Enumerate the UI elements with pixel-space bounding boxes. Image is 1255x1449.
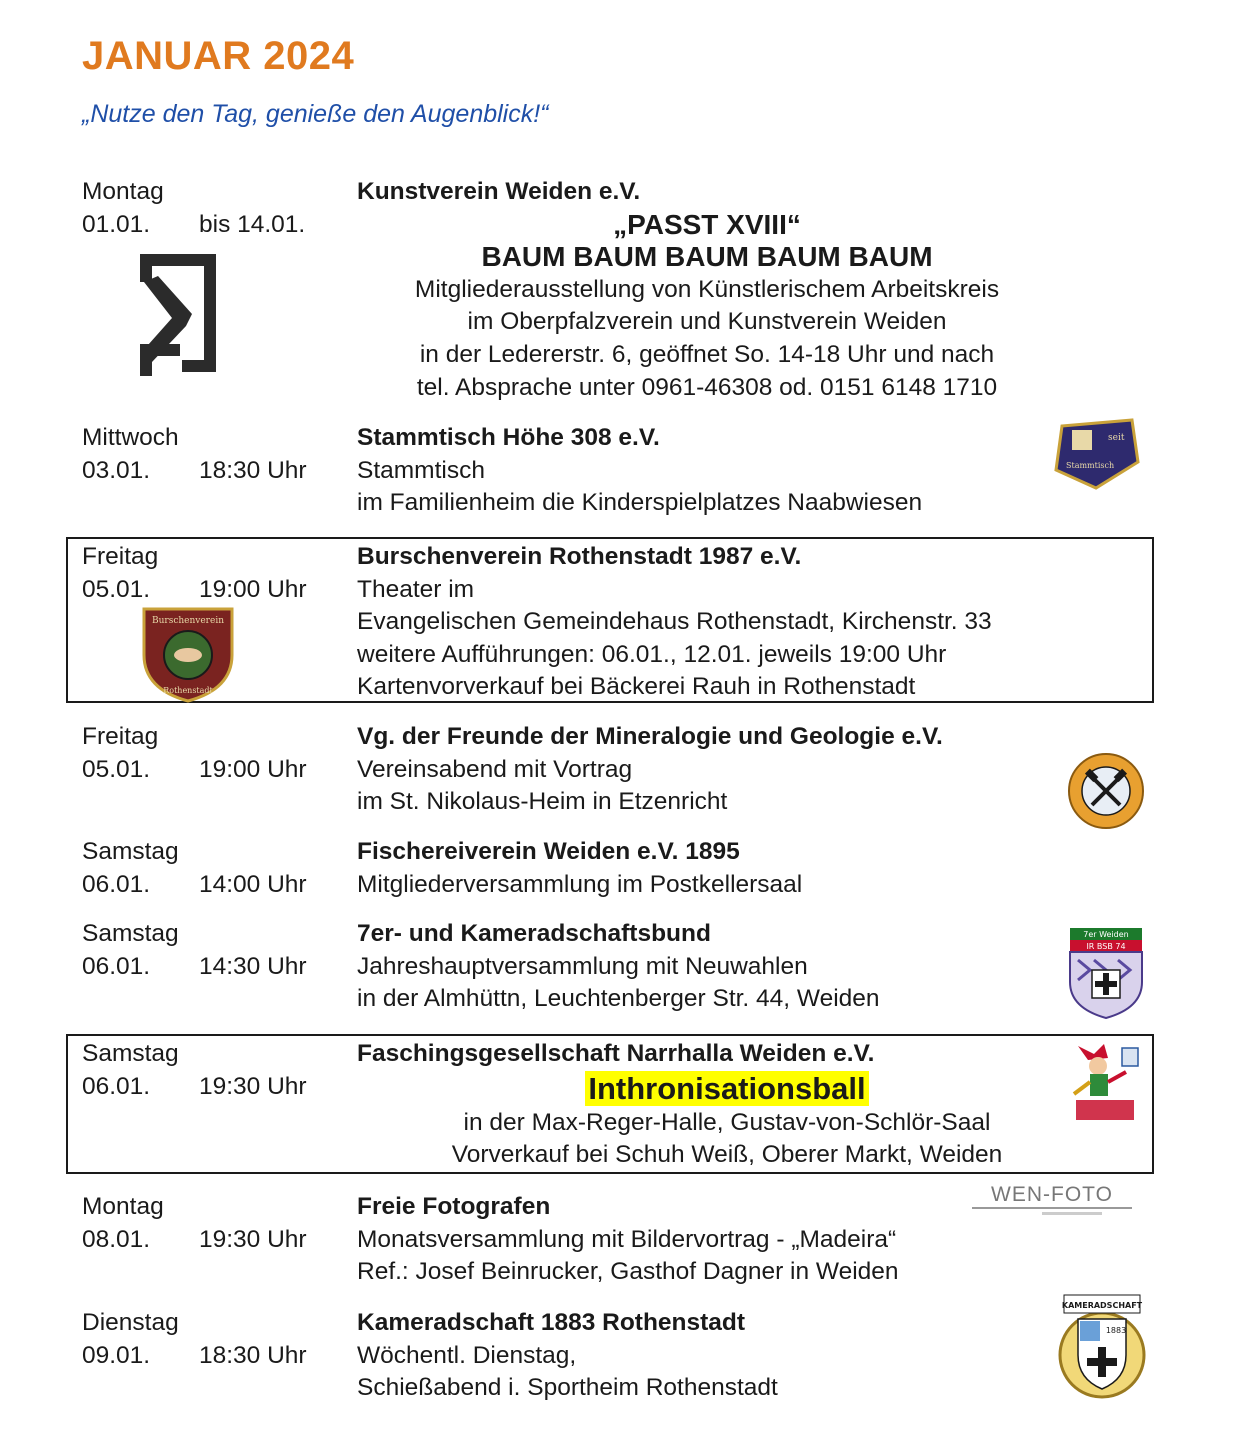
event-day: Montag xyxy=(82,178,164,205)
kunstverein-logo-icon xyxy=(136,254,220,376)
event-organizer: Kameradschaft 1883 Rothenstadt xyxy=(357,1309,746,1336)
svg-text:Stammtisch: Stammtisch xyxy=(1066,461,1115,470)
event-day: Mittwoch xyxy=(82,424,179,451)
event-line: im Oberpfalzverein und Kunstverein Weiden xyxy=(467,308,947,336)
event-line: Stammtisch xyxy=(357,456,485,484)
event-content xyxy=(357,541,1057,704)
event-mineralogie xyxy=(82,721,1142,821)
event-line: Ref.: Josef Beinrucker, Gasthof Dagner in Weiden xyxy=(357,1258,899,1286)
event-kunstverein xyxy=(82,176,1142,406)
event-highlight: Inthronisationsball xyxy=(585,1071,868,1106)
mineralogie-hammer-icon xyxy=(1066,751,1146,831)
event-content xyxy=(357,1038,1097,1172)
event-day: Samstag xyxy=(82,920,179,947)
event-content xyxy=(357,1307,1057,1405)
event-line: Mitgliederversammlung im Postkellersaal xyxy=(357,870,803,898)
event-date: 01.01. xyxy=(82,210,151,238)
narrhalla-jester-icon xyxy=(1068,1042,1142,1126)
event-date: 06.01. xyxy=(82,1072,151,1100)
wen-foto-underline xyxy=(1042,1212,1102,1215)
badge-year: 1883 xyxy=(1105,1326,1127,1335)
event-line: weitere Aufführungen: 06.01., 12.01. jeweils 19:00 Uhr xyxy=(357,640,947,668)
event-content xyxy=(357,1191,1057,1289)
event-line: BAUM BAUM BAUM BAUM BAUM xyxy=(481,241,933,273)
event-line: Evangelischen Gemeindehaus Rothenstadt, Kirchenstr. 33 xyxy=(357,608,992,636)
crest-text-2: Rothenstadt xyxy=(163,686,213,695)
badge-text: KAMERADSCHAFT xyxy=(1061,1301,1143,1310)
event-organizer: Burschenverein Rothenstadt 1987 e.V. xyxy=(357,543,802,570)
event-content xyxy=(357,836,1057,901)
event-organizer: Kunstverein Weiden e.V. xyxy=(357,178,641,205)
event-organizer: 7er- und Kameradschaftsbund xyxy=(357,920,711,947)
event-line: Wöchentl. Dienstag, xyxy=(357,1341,577,1369)
event-organizer: Fischereiverein Weiden e.V. 1895 xyxy=(357,838,740,865)
event-fischereiverein xyxy=(82,836,1142,904)
event-line: „PASST XVIII“ xyxy=(613,208,801,240)
event-date: 09.01. xyxy=(82,1341,151,1369)
stammtisch-badge-icon xyxy=(1052,416,1142,492)
event-time: 14:00 Uhr xyxy=(199,870,307,898)
burschenverein-crest-icon xyxy=(140,605,236,703)
crest-text: Burschenverein xyxy=(151,616,225,626)
event-line: Kartenvorverkauf bei Bäckerei Rauh in Rothenstadt xyxy=(357,673,916,701)
event-narrhalla xyxy=(66,1034,1154,1174)
event-freie-fotografen xyxy=(82,1183,1142,1291)
event-line: in der Almhüttn, Leuchtenberger Str. 44, Weiden xyxy=(357,985,880,1013)
event-time: 19:30 Uhr xyxy=(199,1072,307,1100)
event-day: Samstag xyxy=(82,838,179,865)
event-line: tel. Absprache unter 0961-46308 od. 0151 6148 1710 xyxy=(416,373,998,401)
event-time: 19:00 Uhr xyxy=(199,755,307,783)
event-time: 19:30 Uhr xyxy=(199,1225,307,1253)
event-line: in der Max-Reger-Halle, Gustav-von-Schlör-Saal xyxy=(463,1108,991,1136)
event-time: 14:30 Uhr xyxy=(199,952,307,980)
event-burschenverein xyxy=(66,537,1154,703)
event-day: Montag xyxy=(82,1193,164,1220)
event-stammtisch xyxy=(82,422,1142,522)
event-line: Mitgliederausstellung von Künstlerischem Arbeitskreis xyxy=(414,275,1000,303)
event-day: Freitag xyxy=(82,723,159,750)
wen-foto-text: WEN-FOTO xyxy=(972,1183,1132,1209)
event-content xyxy=(357,721,1057,819)
event-line: Vereinsabend mit Vortrag xyxy=(357,755,633,783)
event-line: Schießabend i. Sportheim Rothenstadt xyxy=(357,1374,778,1402)
event-day: Freitag xyxy=(82,543,159,570)
svg-text:seit: seit xyxy=(1108,433,1125,443)
event-date: 06.01. xyxy=(82,870,151,898)
event-organizer: Freie Fotografen xyxy=(357,1193,551,1220)
event-content xyxy=(357,422,1057,520)
event-line: in der Ledererstr. 6, geöffnet So. 14-18 Uhr und nach xyxy=(419,340,995,368)
event-line: Theater im xyxy=(357,575,475,603)
event-line: im St. Nikolaus-Heim in Etzenricht xyxy=(357,788,728,816)
event-time: bis 14.01. xyxy=(199,210,306,238)
event-time: 18:30 Uhr xyxy=(199,456,307,484)
event-kameradschaft xyxy=(82,1301,1143,1417)
event-date: 05.01. xyxy=(82,755,151,783)
event-day: Samstag xyxy=(82,1040,179,1067)
wen-foto-logo-icon xyxy=(972,1183,1132,1215)
event-organizer: Stammtisch Höhe 308 e.V. xyxy=(357,424,660,451)
event-line: Vorverkauf bei Schuh Weiß, Oberer Markt, Weiden xyxy=(451,1141,1003,1169)
shield-text: 7er Weiden xyxy=(1083,930,1129,939)
event-day: Dienstag xyxy=(82,1309,179,1336)
event-line: Jahreshauptversammlung mit Neuwahlen xyxy=(357,952,808,980)
event-line: im Familienheim die Kinderspielplatzes Naabwiesen xyxy=(357,489,923,517)
highlight-row xyxy=(357,1071,1097,1107)
event-date: 08.01. xyxy=(82,1225,151,1253)
7er-shield-icon xyxy=(1068,926,1144,1020)
event-date: 05.01. xyxy=(82,575,151,603)
event-7er xyxy=(82,918,1142,1018)
event-line: Monatsversammlung mit Bildervortrag - „Madeira“ xyxy=(357,1225,897,1253)
event-time: 18:30 Uhr xyxy=(199,1341,307,1369)
event-content xyxy=(357,918,1057,1016)
event-organizer: Faschingsgesellschaft Narrhalla Weiden e.V. xyxy=(357,1040,875,1067)
shield-text-2: IR BSB 74 xyxy=(1086,942,1126,951)
event-date: 03.01. xyxy=(82,456,151,484)
event-date: 06.01. xyxy=(82,952,151,980)
event-content xyxy=(357,176,1057,404)
event-time: 19:00 Uhr xyxy=(199,575,307,603)
motto: „Nutze den Tag, genieße den Augenblick!“ xyxy=(82,100,549,128)
event-organizer: Vg. der Freunde der Mineralogie und Geologie e.V. xyxy=(357,723,943,750)
kameradschaft-badge-icon xyxy=(1056,1293,1148,1401)
page-title: JANUAR 2024 xyxy=(82,34,355,78)
